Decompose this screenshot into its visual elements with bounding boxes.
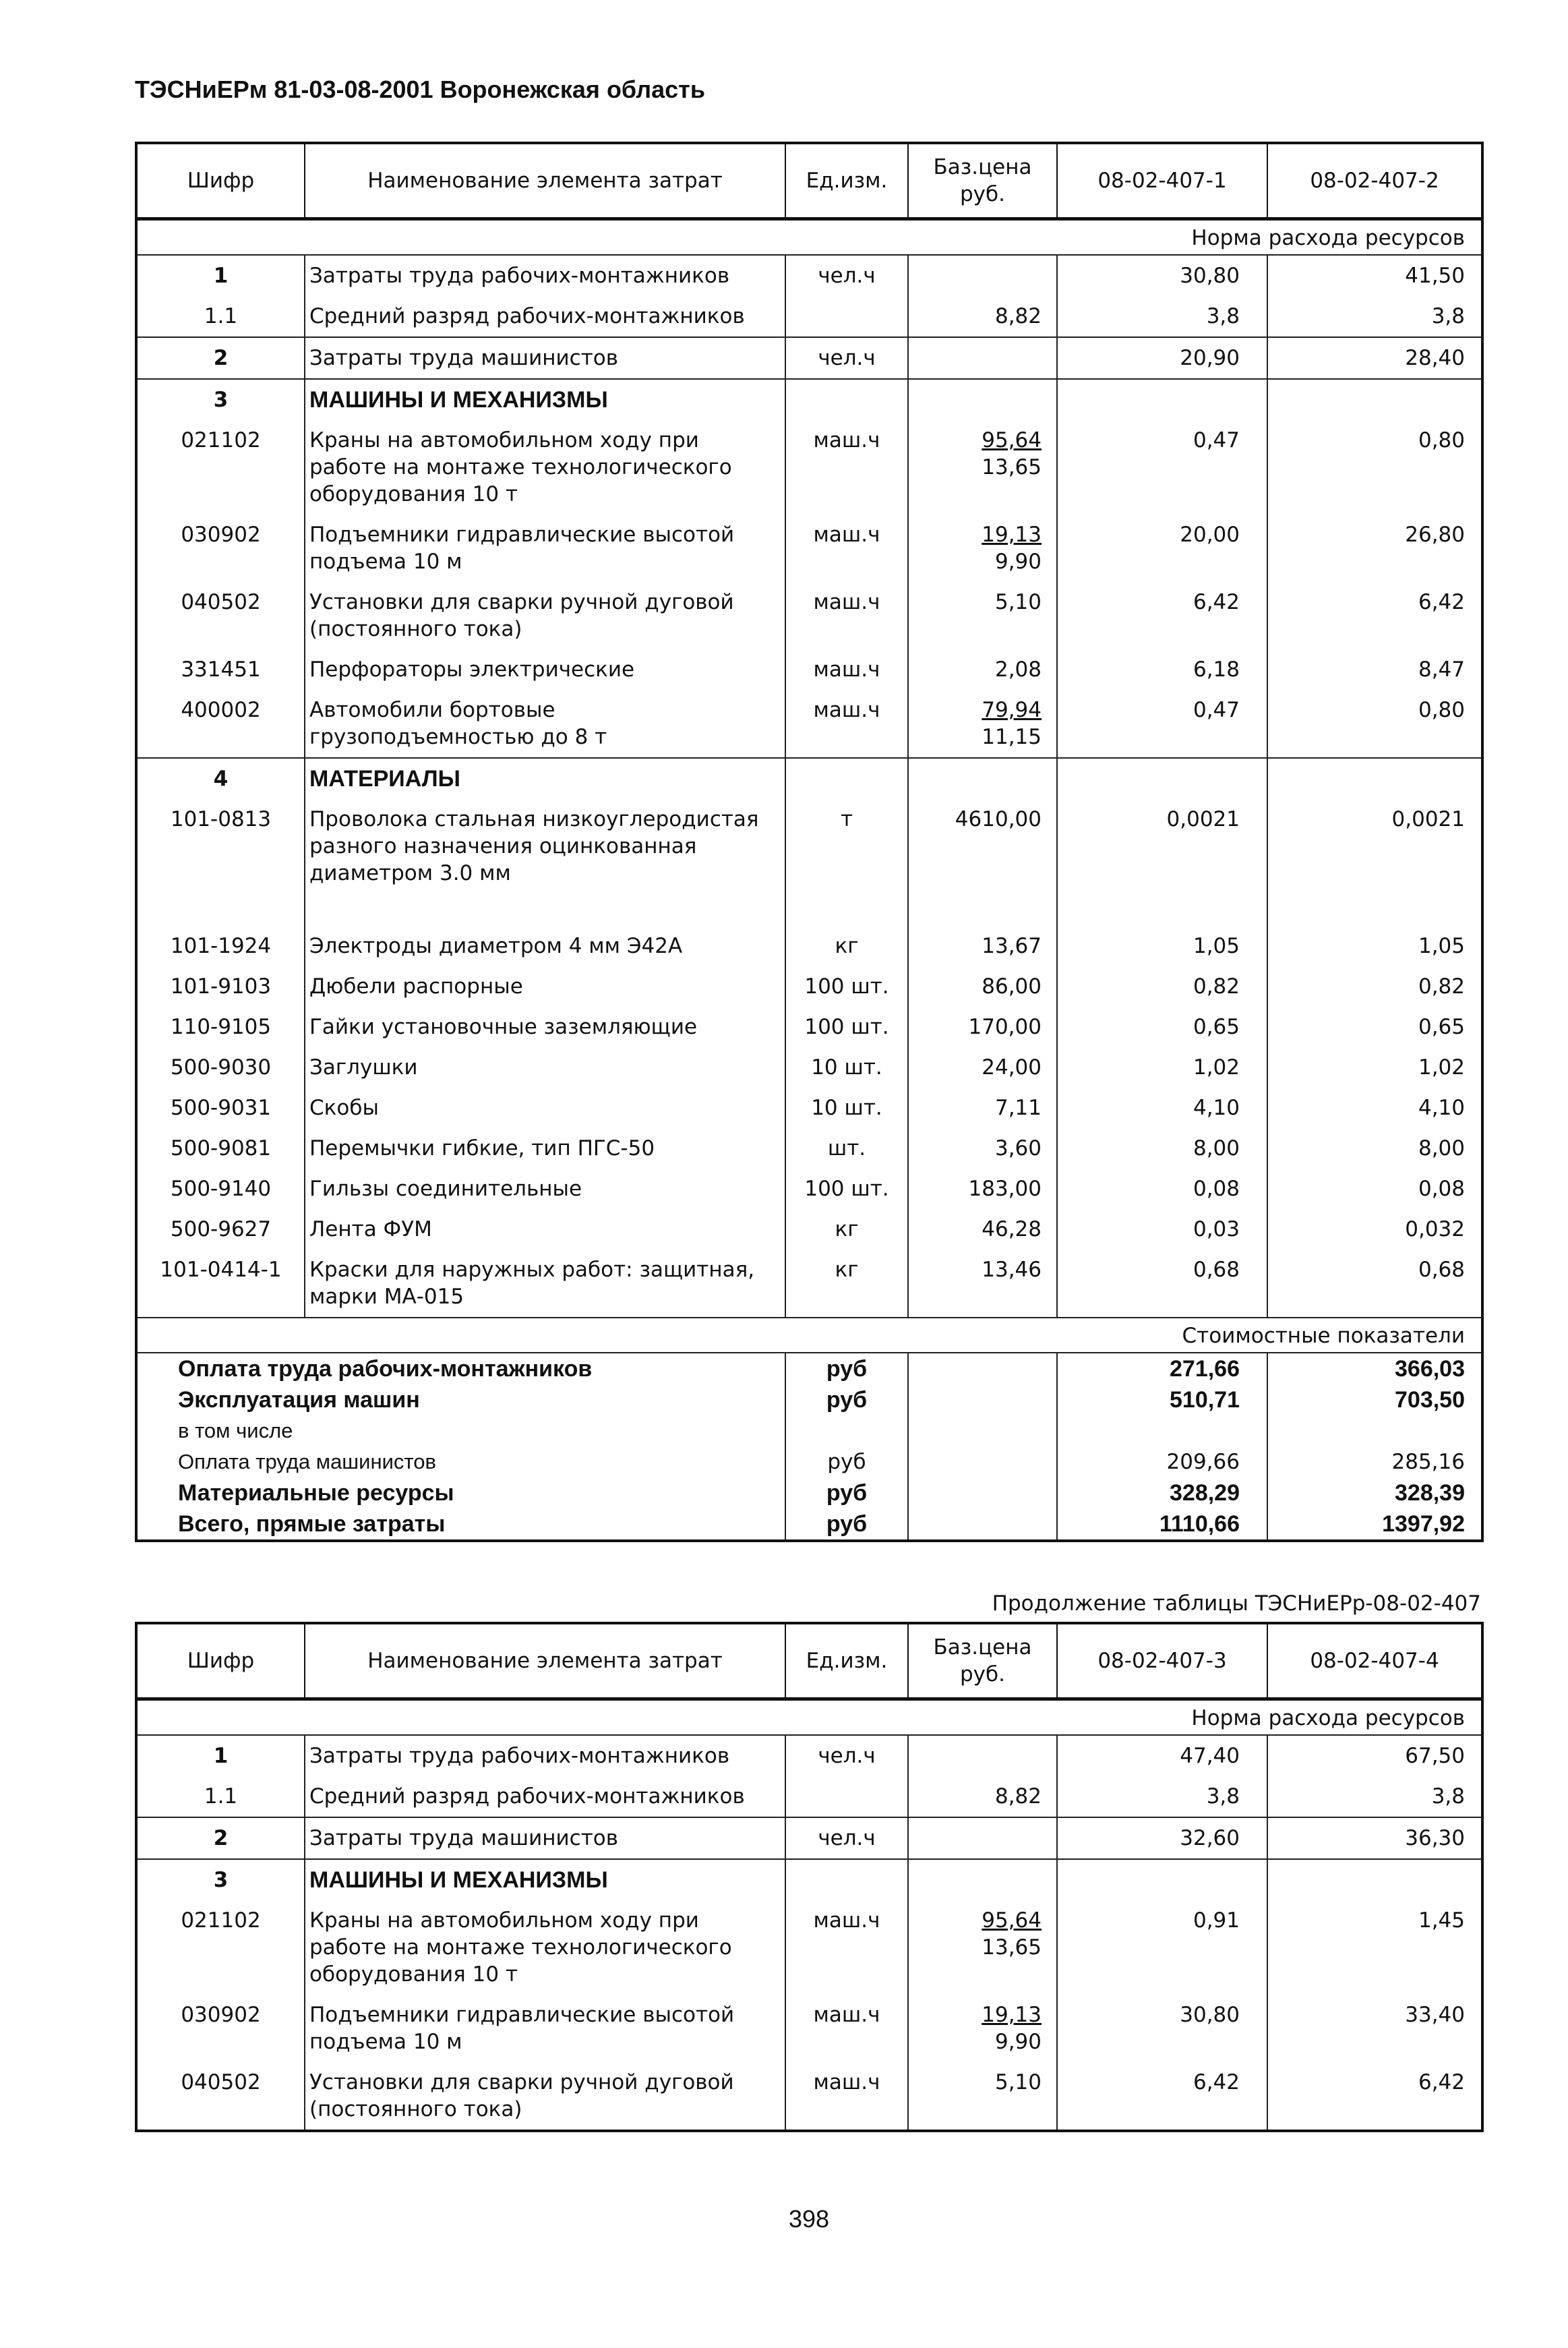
cell-base-price xyxy=(908,379,1057,420)
cell-name: МАШИНЫ И МЕХАНИЗМЫ xyxy=(305,1859,785,1900)
cell-name: Дюбели распорные xyxy=(305,966,785,1007)
cell-code: 040502 xyxy=(136,2062,305,2131)
cell-name: Затраты труда рабочих-монтажников xyxy=(305,255,785,296)
base-price-value: 19,13 xyxy=(982,2003,1042,2027)
cell-norm-b: 0,65 xyxy=(1267,1007,1482,1047)
cell-unit: маш.ч xyxy=(785,1900,908,1995)
cell-name: Подъемники гидравлические высотой подъема 10 м xyxy=(305,1995,785,2062)
cell-norm-b: 1,05 xyxy=(1267,926,1482,966)
cell-base-price: 46,28 xyxy=(908,1209,1057,1250)
cell-code: 021102 xyxy=(181,428,261,452)
header-unit: Ед.изм. xyxy=(785,143,908,219)
row-group xyxy=(136,1859,1482,2131)
table-row xyxy=(136,966,1482,1007)
cell-unit: маш.ч xyxy=(785,582,908,649)
cell-norm-a xyxy=(1057,1859,1267,1900)
cell-norm-b: 1,45 xyxy=(1267,1900,1482,1995)
base-price-value: 95,64 xyxy=(982,1908,1042,1933)
cell-code: 500-9030 xyxy=(170,1055,272,1080)
cell-base-price xyxy=(908,1735,1057,1776)
header-code: Шифр xyxy=(136,143,305,219)
cell-norm-a: 32,60 xyxy=(1057,1817,1267,1859)
cell-code: 030902 xyxy=(181,2003,261,2027)
total-value-a: 510,71 xyxy=(1057,1384,1267,1415)
cell-code: 030902 xyxy=(181,523,261,547)
cell-unit: кг xyxy=(785,1209,908,1250)
cell-norm-a: 20,00 xyxy=(1057,515,1267,582)
cell-code: 2 xyxy=(136,337,305,379)
cell-norm-a: 0,68 xyxy=(1057,1250,1267,1318)
total-value-a: 271,66 xyxy=(1057,1353,1267,1384)
cell-unit xyxy=(785,758,908,799)
cost-label: Стоимостные показатели xyxy=(136,1318,1482,1353)
table-header-row xyxy=(136,143,1482,219)
table-row xyxy=(136,1128,1482,1169)
cell-norm-b: 3,8 xyxy=(1267,296,1482,337)
cell-unit: 100 шт. xyxy=(785,1169,908,1209)
total-value-b: 703,50 xyxy=(1267,1384,1482,1415)
total-unit: руб xyxy=(785,1446,908,1477)
header-unit: Ед.изм. xyxy=(785,1623,908,1699)
total-label: Оплата труда машинистов xyxy=(178,1450,436,1473)
cell-norm-b: 0,0021 xyxy=(1267,799,1482,926)
cell-code: 021102 xyxy=(181,1908,261,1933)
cell-name: Перфораторы электрические xyxy=(305,649,785,690)
row-group xyxy=(136,337,1482,379)
total-row xyxy=(136,1477,1482,1508)
base-price-alt-value: 13,65 xyxy=(982,1935,1042,1960)
cell-norm-b xyxy=(1267,379,1482,420)
cell-name: Средний разряд рабочих-монтажников xyxy=(305,1776,785,1817)
cell-name: МАТЕРИАЛЫ xyxy=(305,758,785,799)
cell-norm-b: 0,68 xyxy=(1267,1250,1482,1318)
total-value-a: 328,29 xyxy=(1057,1477,1267,1508)
cell-name: Проволока стальная низкоуглеродистая разного назначения оцинкованная диаметром 3.0 мм xyxy=(305,799,785,926)
cell-code: 101-1924 xyxy=(170,934,272,958)
resource-table-2 xyxy=(135,1622,1484,2132)
header-name: Наименование элемента затрат xyxy=(305,143,785,219)
table-row xyxy=(136,1776,1482,1817)
norm-label-row xyxy=(136,219,1482,256)
table-row xyxy=(136,255,1482,296)
cell-norm-a xyxy=(1057,379,1267,420)
cell-base-price xyxy=(908,1995,1057,2062)
row-group xyxy=(136,379,1482,758)
cell-norm-b: 28,40 xyxy=(1267,337,1482,379)
cost-label-row xyxy=(136,1318,1482,1353)
cell-unit: 100 шт. xyxy=(785,966,908,1007)
table-row xyxy=(136,582,1482,649)
cell-unit: маш.ч xyxy=(785,420,908,515)
cell-unit: шт. xyxy=(785,1128,908,1169)
cell-base-price xyxy=(908,515,1057,582)
cell-norm-b: 3,8 xyxy=(1267,1776,1482,1817)
cell-base-price: 3,60 xyxy=(908,1128,1057,1169)
cell-norm-b: 8,00 xyxy=(1267,1128,1482,1169)
base-price-alt-value: 9,90 xyxy=(994,2030,1042,2054)
cell-norm-a: 20,90 xyxy=(1057,337,1267,379)
cell-norm-a: 0,08 xyxy=(1057,1169,1267,1209)
cell-norm-b: 41,50 xyxy=(1267,255,1482,296)
cell-unit: чел.ч xyxy=(785,1735,908,1776)
cell-name: Скобы xyxy=(305,1088,785,1128)
cell-code: 500-9031 xyxy=(170,1096,272,1120)
cell-base-price xyxy=(908,758,1057,799)
total-label: Оплата труда рабочих-монтажников xyxy=(178,1356,593,1382)
cell-base-price: 4610,00 xyxy=(908,799,1057,926)
cell-code: 500-9081 xyxy=(170,1136,272,1161)
cell-norm-a: 30,80 xyxy=(1057,255,1267,296)
cell-norm-b: 36,30 xyxy=(1267,1817,1482,1859)
total-value-a xyxy=(1057,1415,1267,1446)
cell-unit: 10 шт. xyxy=(785,1088,908,1128)
total-unit: руб xyxy=(785,1508,908,1541)
total-unit: руб xyxy=(785,1477,908,1508)
cell-name: Затраты труда машинистов xyxy=(305,1817,785,1859)
table-row xyxy=(136,926,1482,966)
header-norm-3: 08-02-407-3 xyxy=(1057,1623,1267,1699)
cell-norm-a: 0,82 xyxy=(1057,966,1267,1007)
norm-label: Норма расхода ресурсов xyxy=(136,219,1482,256)
cell-unit: 100 шт. xyxy=(785,1007,908,1047)
cell-name: Заглушки xyxy=(305,1047,785,1088)
cell-name: Лента ФУМ xyxy=(305,1209,785,1250)
table-row xyxy=(136,379,1482,420)
total-label: в том числе xyxy=(178,1419,293,1442)
header-norm-1: 08-02-407-1 xyxy=(1057,143,1267,219)
total-label: Эксплуатация машин xyxy=(178,1387,420,1413)
cell-unit: маш.ч xyxy=(785,2062,908,2131)
cell-norm-b: 33,40 xyxy=(1267,1995,1482,2062)
total-value-a: 1110,66 xyxy=(1057,1508,1267,1541)
cell-unit: кг xyxy=(785,926,908,966)
base-price-alt-value: 13,65 xyxy=(982,455,1042,479)
cell-norm-a: 0,91 xyxy=(1057,1900,1267,1995)
total-empty xyxy=(908,1353,1057,1384)
cell-norm-a: 0,03 xyxy=(1057,1209,1267,1250)
cell-norm-b: 0,80 xyxy=(1267,420,1482,515)
norm-label-row xyxy=(136,1699,1482,1736)
cell-unit xyxy=(785,1776,908,1817)
total-value-b: 328,39 xyxy=(1267,1477,1482,1508)
total-value-b: 366,03 xyxy=(1267,1353,1482,1384)
cell-code: 1.1 xyxy=(136,1776,305,1817)
table-row xyxy=(136,758,1482,799)
table-row xyxy=(136,799,1482,926)
table-row xyxy=(136,1209,1482,1250)
total-empty xyxy=(908,1415,1057,1446)
cell-unit: маш.ч xyxy=(785,1995,908,2062)
cell-norm-b: 0,82 xyxy=(1267,966,1482,1007)
norm-section xyxy=(136,1699,1482,1736)
norm-label: Норма расхода ресурсов xyxy=(136,1699,1482,1736)
cell-unit: чел.ч xyxy=(785,1817,908,1859)
table-continuation-caption: Продолжение таблицы ТЭСНиЕРр-08-02-407 xyxy=(992,1591,1481,1616)
base-price-alt-value: 11,15 xyxy=(982,725,1042,749)
cell-name: Подъемники гидравлические высотой подъема 10 м xyxy=(305,515,785,582)
cell-norm-b xyxy=(1267,1859,1482,1900)
cell-base-price: 5,10 xyxy=(908,582,1057,649)
table-row xyxy=(136,515,1482,582)
cell-name: Краны на автомобильном ходу при работе на монтаже технологического оборудования 10 т xyxy=(305,1900,785,1995)
cell-name: Краны на автомобильном ходу при работе на монтаже технологического оборудования 10 т xyxy=(305,420,785,515)
cell-base-price: 170,00 xyxy=(908,1007,1057,1047)
cell-name: Гильзы соединительные xyxy=(305,1169,785,1209)
cell-code: 3 xyxy=(213,388,229,412)
table-row xyxy=(136,1088,1482,1128)
row-group xyxy=(136,255,1482,337)
table-row xyxy=(136,420,1482,515)
cell-code: 1 xyxy=(213,1744,229,1768)
cell-norm-a: 30,80 xyxy=(1057,1995,1267,2062)
cell-code: 400002 xyxy=(136,690,305,758)
cell-norm-a xyxy=(1057,758,1267,799)
cell-code: 500-9140 xyxy=(170,1177,272,1201)
cell-unit: маш.ч xyxy=(785,690,908,758)
table-row xyxy=(136,1900,1482,1995)
cell-unit: чел.ч xyxy=(785,337,908,379)
table-row xyxy=(136,337,1482,379)
cell-unit: маш.ч xyxy=(785,649,908,690)
cell-code: 040502 xyxy=(181,590,261,614)
base-price-alt-value: 9,90 xyxy=(994,550,1042,574)
cell-base-price xyxy=(908,420,1057,515)
total-row xyxy=(136,1415,1482,1446)
total-label: Всего, прямые затраты xyxy=(178,1511,446,1537)
cell-unit xyxy=(785,296,908,337)
base-price-value: 95,64 xyxy=(982,428,1042,452)
table-row xyxy=(136,1250,1482,1318)
total-empty xyxy=(908,1446,1057,1477)
resource-table-1 xyxy=(135,142,1484,1542)
cost-section xyxy=(136,1318,1482,1541)
cell-norm-a: 0,0021 xyxy=(1057,799,1267,926)
cell-base-price: 13,46 xyxy=(908,1250,1057,1318)
cell-base-price: 8,82 xyxy=(908,1776,1057,1817)
total-empty xyxy=(908,1508,1057,1541)
total-unit: руб xyxy=(785,1384,908,1415)
cell-norm-a: 6,42 xyxy=(1057,2062,1267,2131)
table-row xyxy=(136,1007,1482,1047)
cell-code: 101-0414-1 xyxy=(136,1250,305,1318)
cell-base-price: 8,82 xyxy=(908,296,1057,337)
total-empty xyxy=(908,1477,1057,1508)
cell-unit: 10 шт. xyxy=(785,1047,908,1088)
page-number: 398 xyxy=(789,2205,830,2233)
cell-base-price: 86,00 xyxy=(908,966,1057,1007)
cell-base-price xyxy=(908,255,1057,296)
header-norm-4: 08-02-407-4 xyxy=(1267,1623,1482,1699)
cell-norm-a: 3,8 xyxy=(1057,1776,1267,1817)
cell-base-price: 7,11 xyxy=(908,1088,1057,1128)
cell-base-price xyxy=(908,690,1057,758)
total-empty xyxy=(908,1384,1057,1415)
cell-code: 500-9627 xyxy=(170,1217,272,1241)
cell-code: 1 xyxy=(213,264,229,288)
cell-code: 2 xyxy=(136,1817,305,1859)
cell-norm-a: 0,47 xyxy=(1057,690,1267,758)
cell-name: Краски для наружных работ: защитная, марки МА-015 xyxy=(305,1250,785,1318)
cell-code: 3 xyxy=(213,1868,229,1892)
total-value-a: 209,66 xyxy=(1057,1446,1267,1477)
cell-code: 101-9103 xyxy=(170,974,272,999)
total-value-b: 1397,92 xyxy=(1267,1508,1482,1541)
cell-base-price: 183,00 xyxy=(908,1169,1057,1209)
total-unit xyxy=(785,1415,908,1446)
cell-norm-b: 8,47 xyxy=(1267,649,1482,690)
cell-name: МАШИНЫ И МЕХАНИЗМЫ xyxy=(305,379,785,420)
cell-norm-b: 0,80 xyxy=(1267,690,1482,758)
header-code: Шифр xyxy=(136,1623,305,1699)
base-price-value: 19,13 xyxy=(982,523,1042,547)
cell-unit: кг xyxy=(785,1250,908,1318)
header-norm-2: 08-02-407-2 xyxy=(1267,143,1482,219)
cell-code: 4 xyxy=(213,767,229,791)
base-price-value: 79,94 xyxy=(982,698,1042,722)
cell-norm-b: 6,42 xyxy=(1267,582,1482,649)
table-row xyxy=(136,1735,1482,1776)
total-row xyxy=(136,1508,1482,1541)
cell-name: Установки для сварки ручной дуговой (постоянного тока) xyxy=(305,582,785,649)
cell-norm-a: 1,05 xyxy=(1057,926,1267,966)
cell-name: Электроды диаметром 4 мм Э42А xyxy=(305,926,785,966)
cell-name: Перемычки гибкие, тип ПГС-50 xyxy=(305,1128,785,1169)
table-row xyxy=(136,296,1482,337)
cell-norm-b xyxy=(1267,758,1482,799)
document-title: ТЭСНиЕРм 81-03-08-2001 Воронежская область xyxy=(135,76,705,103)
table-header-row xyxy=(136,1623,1482,1699)
cell-norm-b: 4,10 xyxy=(1267,1088,1482,1128)
cell-name: Затраты труда машинистов xyxy=(305,337,785,379)
cell-base-price: 5,10 xyxy=(908,2062,1057,2131)
row-group xyxy=(136,758,1482,1318)
cell-norm-a: 0,65 xyxy=(1057,1007,1267,1047)
total-unit: руб xyxy=(785,1353,908,1384)
cell-base-price: 2,08 xyxy=(908,649,1057,690)
cell-unit: т xyxy=(785,799,908,926)
cell-norm-b: 6,42 xyxy=(1267,2062,1482,2131)
table-row xyxy=(136,1169,1482,1209)
cell-norm-a: 0,47 xyxy=(1057,420,1267,515)
cell-unit: чел.ч xyxy=(785,255,908,296)
table-row xyxy=(136,690,1482,758)
cell-norm-a: 6,18 xyxy=(1057,649,1267,690)
header-base-price: Баз.цена руб. xyxy=(908,1623,1057,1699)
cell-name: Автомобили бортовые грузоподъемностью до 8 т xyxy=(305,690,785,758)
cell-norm-b: 1,02 xyxy=(1267,1047,1482,1088)
header-base-price: Баз.цена руб. xyxy=(908,143,1057,219)
table-row xyxy=(136,1859,1482,1900)
cell-unit xyxy=(785,379,908,420)
cell-code: 110-9105 xyxy=(170,1015,272,1039)
cell-base-price xyxy=(908,1817,1057,1859)
total-value-b xyxy=(1267,1415,1482,1446)
cell-norm-a: 3,8 xyxy=(1057,296,1267,337)
cell-norm-a: 6,42 xyxy=(1057,582,1267,649)
cell-norm-b: 26,80 xyxy=(1267,515,1482,582)
cell-name: Средний разряд рабочих-монтажников xyxy=(305,296,785,337)
cell-unit xyxy=(785,1859,908,1900)
total-label: Материальные ресурсы xyxy=(178,1480,454,1506)
cell-unit: маш.ч xyxy=(785,515,908,582)
cell-code: 331451 xyxy=(181,657,261,682)
cell-base-price: 24,00 xyxy=(908,1047,1057,1088)
total-row xyxy=(136,1384,1482,1415)
cell-norm-a: 8,00 xyxy=(1057,1128,1267,1169)
total-row xyxy=(136,1353,1482,1384)
cell-name: Затраты труда рабочих-монтажников xyxy=(305,1735,785,1776)
cell-base-price: 13,67 xyxy=(908,926,1057,966)
cell-norm-b: 0,032 xyxy=(1267,1209,1482,1250)
table-row xyxy=(136,1817,1482,1859)
header-name: Наименование элемента затрат xyxy=(305,1623,785,1699)
cell-code: 101-0813 xyxy=(170,807,272,831)
table-row xyxy=(136,2062,1482,2131)
table-row xyxy=(136,1995,1482,2062)
cell-name: Гайки установочные заземляющие xyxy=(305,1007,785,1047)
cell-norm-a: 1,02 xyxy=(1057,1047,1267,1088)
norm-section xyxy=(136,219,1482,256)
total-row xyxy=(136,1446,1482,1477)
cell-norm-a: 4,10 xyxy=(1057,1088,1267,1128)
row-group xyxy=(136,1735,1482,1817)
cell-base-price xyxy=(908,1900,1057,1995)
row-group xyxy=(136,1817,1482,1859)
total-value-b: 285,16 xyxy=(1267,1446,1482,1477)
cell-name: Установки для сварки ручной дуговой (постоянного тока) xyxy=(305,2062,785,2131)
cell-code: 1.1 xyxy=(136,296,305,337)
cell-norm-a: 47,40 xyxy=(1057,1735,1267,1776)
cell-base-price xyxy=(908,337,1057,379)
cell-norm-b: 0,08 xyxy=(1267,1169,1482,1209)
cell-base-price xyxy=(908,1859,1057,1900)
cell-norm-b: 67,50 xyxy=(1267,1735,1482,1776)
table-row xyxy=(136,1047,1482,1088)
table-row xyxy=(136,649,1482,690)
